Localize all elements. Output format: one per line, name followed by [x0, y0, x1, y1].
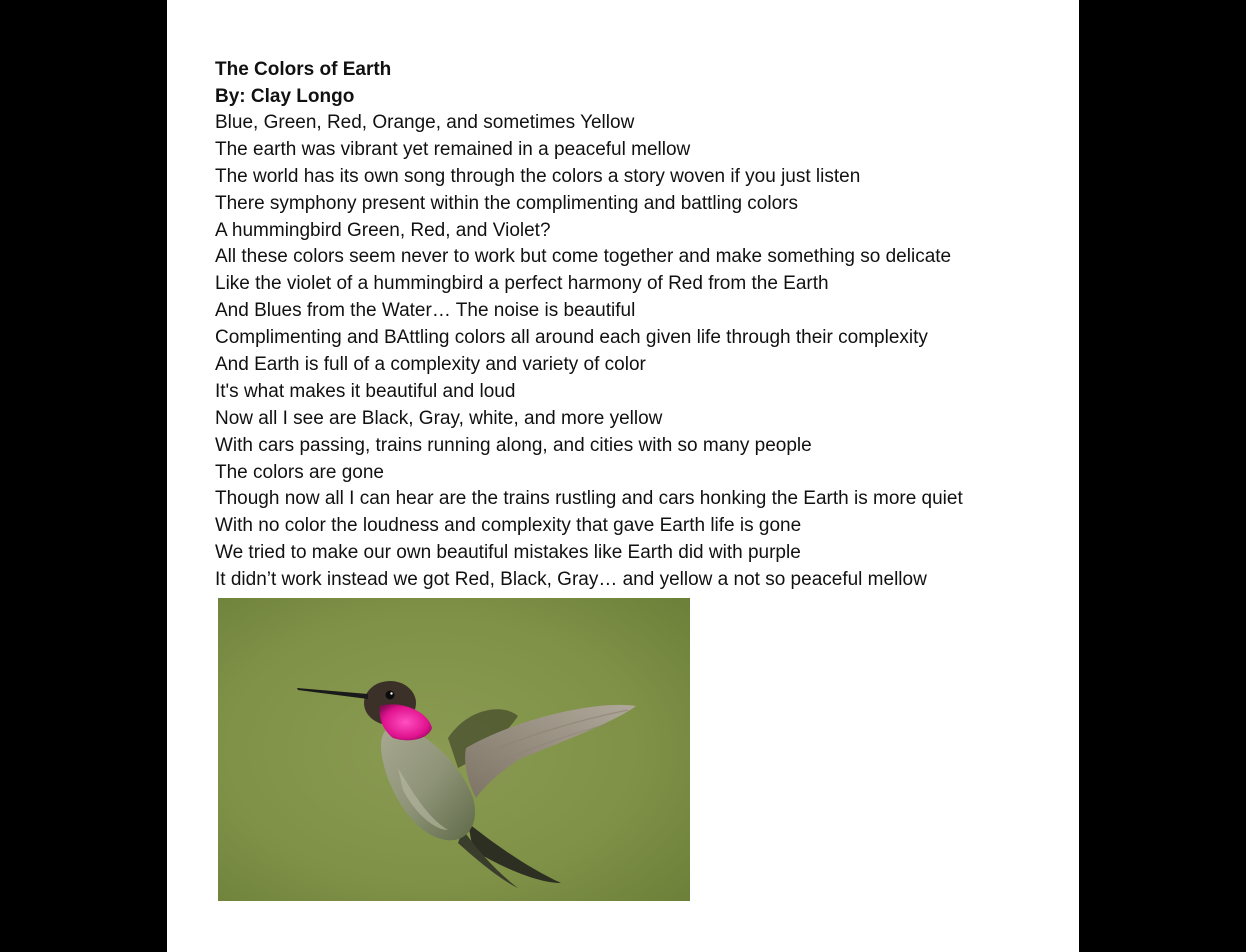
poem-line: All these colors seem never to work but come together and make something so delicate — [215, 246, 952, 268]
poem-line: Blue, Green, Red, Orange, and sometimes Yellow — [215, 112, 635, 133]
poem-title: The Colors of Earth — [215, 59, 392, 80]
poem-line: And Blues from the Water… The noise is beautiful — [215, 300, 636, 322]
poem-line: Though now all I can hear are the trains rustling and cars honking the Earth is more quiet — [215, 488, 963, 510]
hummingbird-photo — [218, 598, 690, 901]
poem-line: A hummingbird Green, Red, and Violet? — [215, 219, 551, 241]
poem-line: The earth was vibrant yet remained in a peaceful mellow — [215, 138, 691, 160]
poem-content — [215, 56, 1065, 594]
poem-line: Now all I see are Black, Gray, white, and more yellow — [215, 407, 663, 429]
poem-line: Like the violet of a hummingbird a perfect harmony of Red from the Earth — [215, 273, 829, 295]
poem-line: And Earth is full of a complexity and variety of color — [215, 354, 646, 376]
poem-line: Complimenting and BAttling colors all around each given life through their complexity — [215, 327, 928, 349]
poem-line: It didn’t work instead we got Red, Black, Gray… and yellow a not so peaceful mellow — [215, 569, 927, 591]
poem-line: There symphony present within the complimenting and battling colors — [215, 192, 798, 214]
poem-byline: By: Clay Longo — [215, 86, 355, 107]
document-page — [167, 0, 1079, 952]
poem-line: With cars passing, trains running along, and cities with so many people — [215, 434, 812, 456]
poem-line: We tried to make our own beautiful mistakes like Earth did with purple — [215, 542, 801, 564]
poem-line: It's what makes it beautiful and loud — [215, 380, 516, 402]
poem-line: The colors are gone — [215, 461, 384, 483]
poem-line: The world has its own song through the colors a story woven if you just listen — [215, 165, 861, 187]
poem-line: With no color the loudness and complexity that gave Earth life is gone — [215, 515, 802, 537]
